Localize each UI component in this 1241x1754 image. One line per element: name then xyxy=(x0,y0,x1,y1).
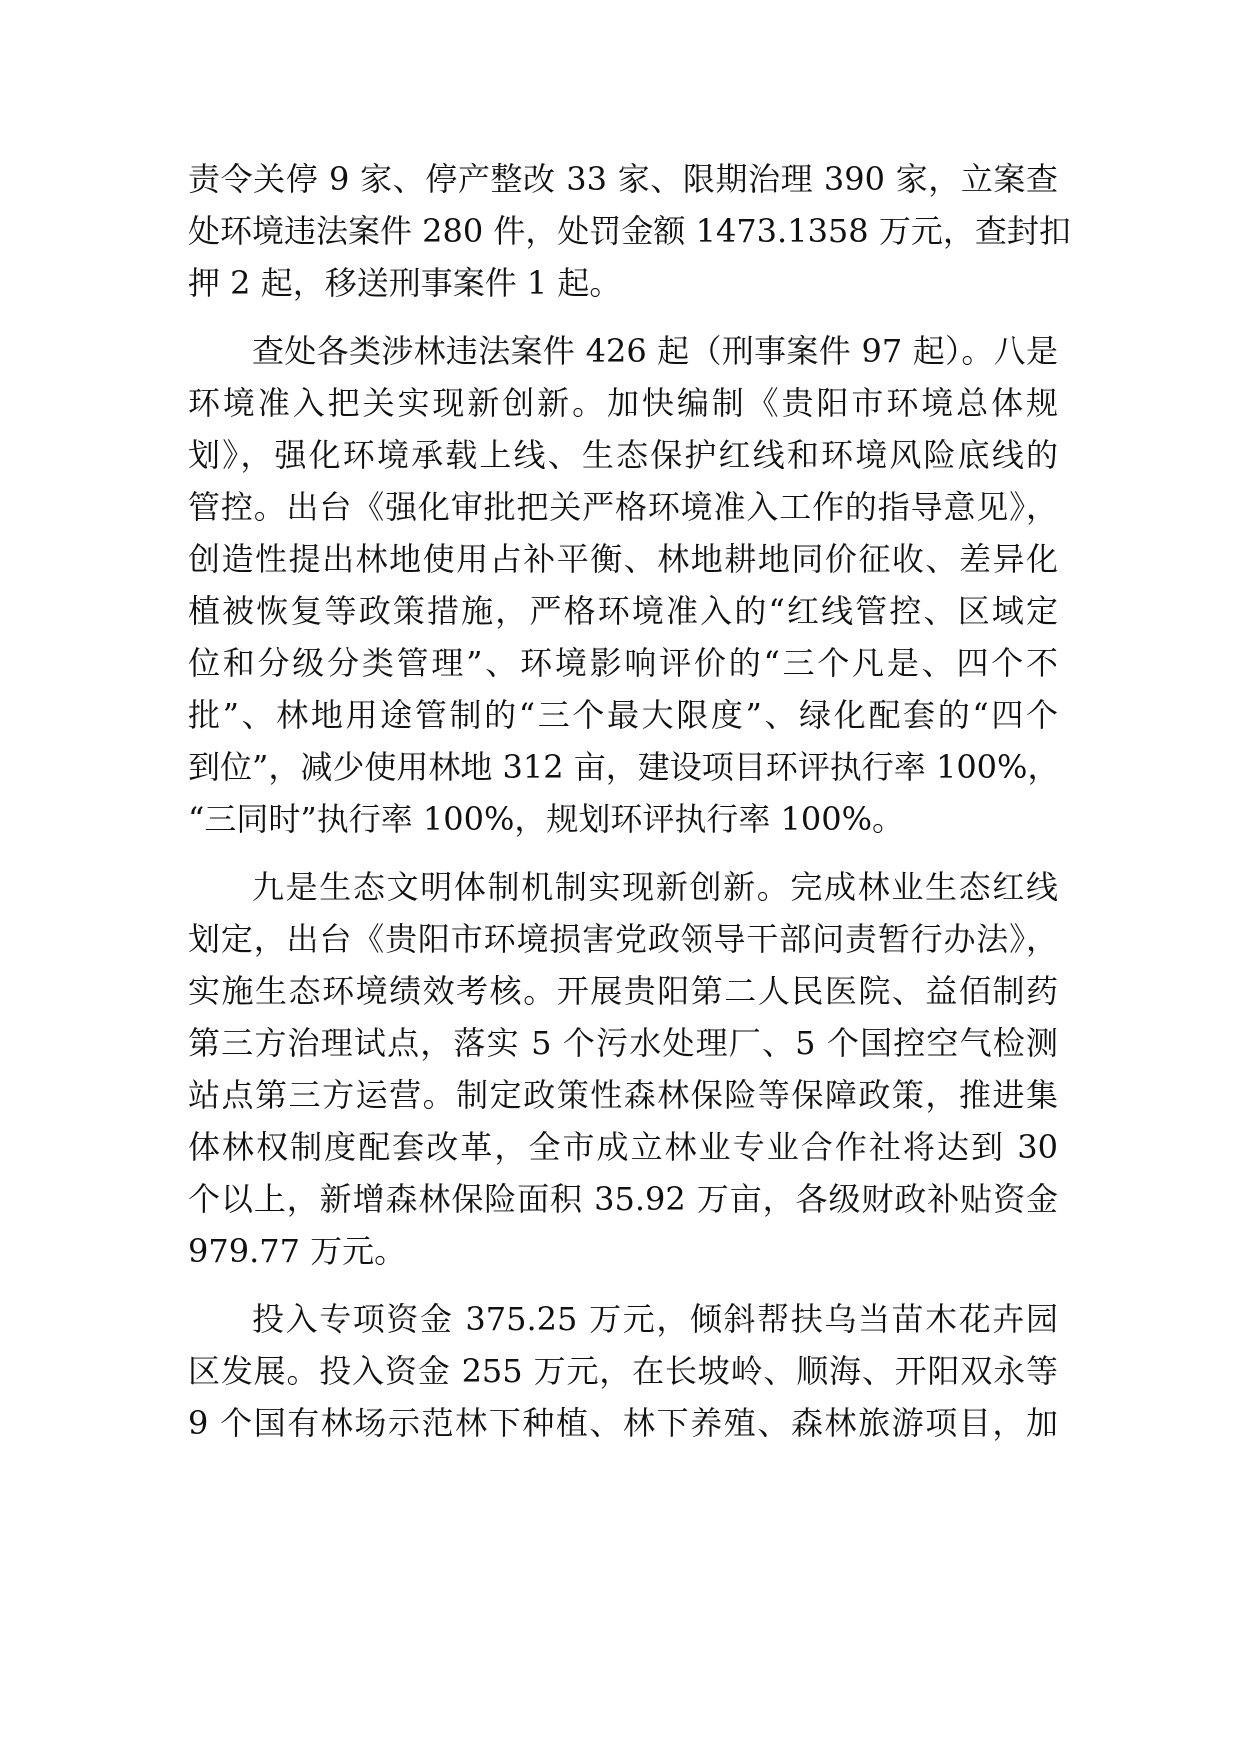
text-line: 查处各类涉林违法案件 426 起（刑事案件 97 起）。八是 xyxy=(252,332,1058,370)
text-line: 划》，强化环境承载上线、生态保护红线和环境风险底线的 xyxy=(188,436,1058,474)
text-line: 植被恢复等政策措施，严格环境准入的“红线管控、区域定 xyxy=(188,592,1058,630)
text-line: 九是生态文明体制机制实现新创新。完成林业生态红线 xyxy=(252,868,1058,906)
text-line: 押 2 起，移送刑事案件 1 起。 xyxy=(188,264,622,302)
text-line: 划定，出台《贵阳市环境损害党政领导干部问责暂行办法》， xyxy=(188,920,1058,958)
text-line: 到位”，减少使用林地 312 亩，建设项目环评执行率 100%， xyxy=(188,748,1060,786)
text-line: 投入专项资金 375.25 万元，倾斜帮扶乌当苗木花卉园 xyxy=(252,1300,1058,1338)
text-line: 处环境违法案件 280 件，处罚金额 1473.1358 万元，查封扣 xyxy=(188,212,1071,250)
text-line: 环境准入把关实现新创新。加快编制《贵阳市环境总体规 xyxy=(188,384,1058,422)
text-line: 区发展。投入资金 255 万元，在长坡岭、顺海、开阳双永等 xyxy=(188,1352,1058,1390)
text-line: 责令关停 9 家、停产整改 33 家、限期治理 390 家，立案查 xyxy=(188,160,1058,198)
text-line: 第三方治理试点，落实 5 个污水处理厂、5 个国控空气检测 xyxy=(188,1024,1058,1062)
text-line: 站点第三方运营。制定政策性森林保险等保障政策，推进集 xyxy=(188,1076,1058,1114)
text-line: 管控。出台《强化审批把关严格环境准入工作的指导意见》， xyxy=(188,488,1058,526)
text-line: 位和分级分类管理”、环境影响评价的“三个凡是、四个不 xyxy=(188,644,1058,682)
text-line: 实施生态环境绩效考核。开展贵阳第二人民医院、益佰制药 xyxy=(188,972,1058,1010)
text-line: 批”、林地用途管制的“三个最大限度”、绿化配套的“四个 xyxy=(188,696,1058,734)
text-line: 9 个国有林场示范林下种植、林下养殖、森林旅游项目，加 xyxy=(188,1404,1058,1442)
text-line: 体林权制度配套改革，全市成立林业专业合作社将达到 30 xyxy=(188,1128,1058,1166)
text-line: “三同时”执行率 100%，规划环评执行率 100%。 xyxy=(188,800,905,838)
text-line: 创造性提出林地使用占补平衡、林地耕地同价征收、差异化 xyxy=(188,540,1058,578)
text-line: 个以上，新增森林保险面积 35.92 万亩，各级财政补贴资金 xyxy=(188,1180,1058,1218)
text-line: 979.77 万元。 xyxy=(188,1232,407,1270)
